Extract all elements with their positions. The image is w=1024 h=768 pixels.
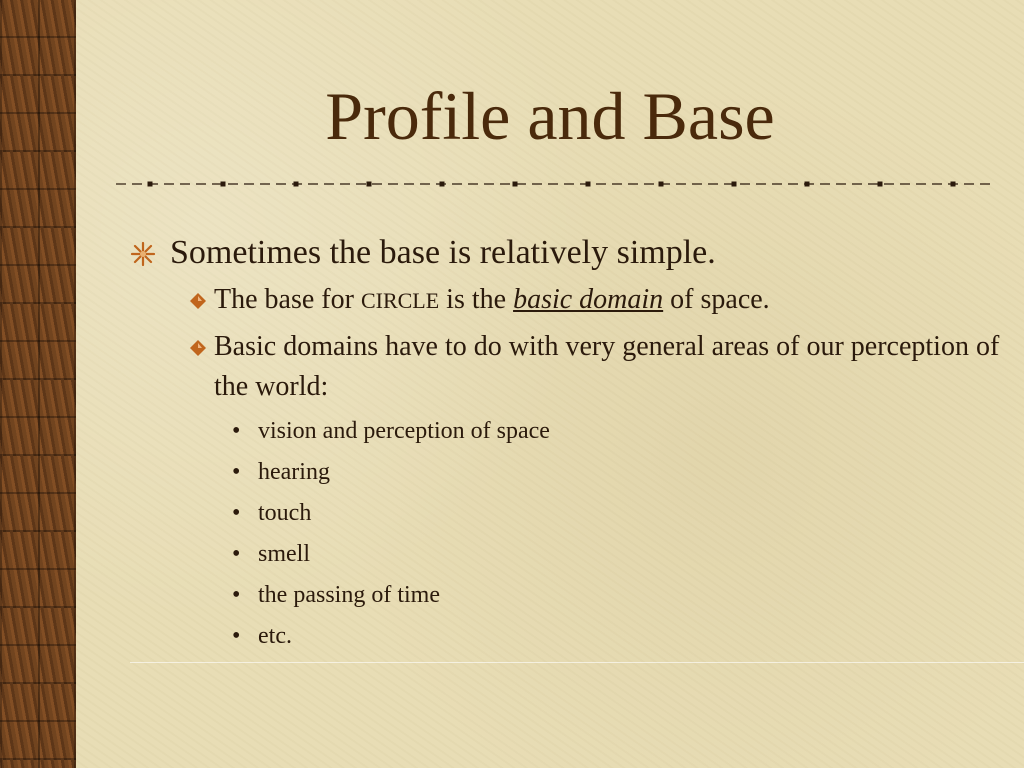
list-item-text: etc. (258, 623, 292, 649)
list-item: • smell (232, 541, 310, 567)
divider-dot (148, 182, 153, 187)
list-item-text: vision and perception of space (258, 418, 550, 444)
divider-dot (805, 182, 810, 187)
divider-dot (878, 182, 883, 187)
list-item: • touch (232, 500, 312, 526)
divider-dot (440, 182, 445, 187)
list-item: • the passing of time (232, 582, 440, 608)
bottom-divider (130, 662, 1024, 663)
circle-term: CIRCLE (360, 288, 440, 313)
diamond-icon (190, 340, 206, 356)
divider-dot (659, 182, 664, 187)
dashed-divider (116, 176, 996, 192)
list-item-text: touch (258, 500, 312, 526)
bullet-level1-text: Sometimes the base is relatively simple. (170, 234, 716, 271)
divider-dot (221, 182, 226, 187)
divider-dot (732, 182, 737, 187)
list-item: • vision and perception of space (232, 418, 550, 444)
list-item: • etc. (232, 623, 292, 649)
divider-dot (586, 182, 591, 187)
divider-dot (367, 182, 372, 187)
list-item-text: the passing of time (258, 582, 440, 608)
diamond-icon (190, 293, 206, 309)
list-item: • hearing (232, 459, 330, 485)
bullet-level2 (130, 280, 1010, 321)
slide-title: Profile and Base (325, 78, 775, 154)
base-text-prefix: The base for (214, 284, 361, 315)
divider-dot (513, 182, 518, 187)
bullet-level1 (130, 232, 1010, 274)
list-item-text: hearing (258, 459, 330, 485)
bullet-level2 (130, 327, 1010, 407)
base-text-suffix: of space. (663, 284, 770, 315)
list-item-text: smell (258, 541, 310, 567)
divider-dot (951, 182, 956, 187)
basic-domains-text: Basic domains have to do with very general areas of our perception of the world: (214, 331, 1000, 402)
divider-dot (294, 182, 299, 187)
decorative-side-strip (0, 0, 76, 768)
basic-domain-term: basic domain (513, 284, 664, 315)
base-text-middle: is the (439, 284, 514, 315)
domain-list (130, 411, 1010, 657)
slide-body (130, 232, 1010, 657)
starburst-icon (130, 241, 156, 267)
